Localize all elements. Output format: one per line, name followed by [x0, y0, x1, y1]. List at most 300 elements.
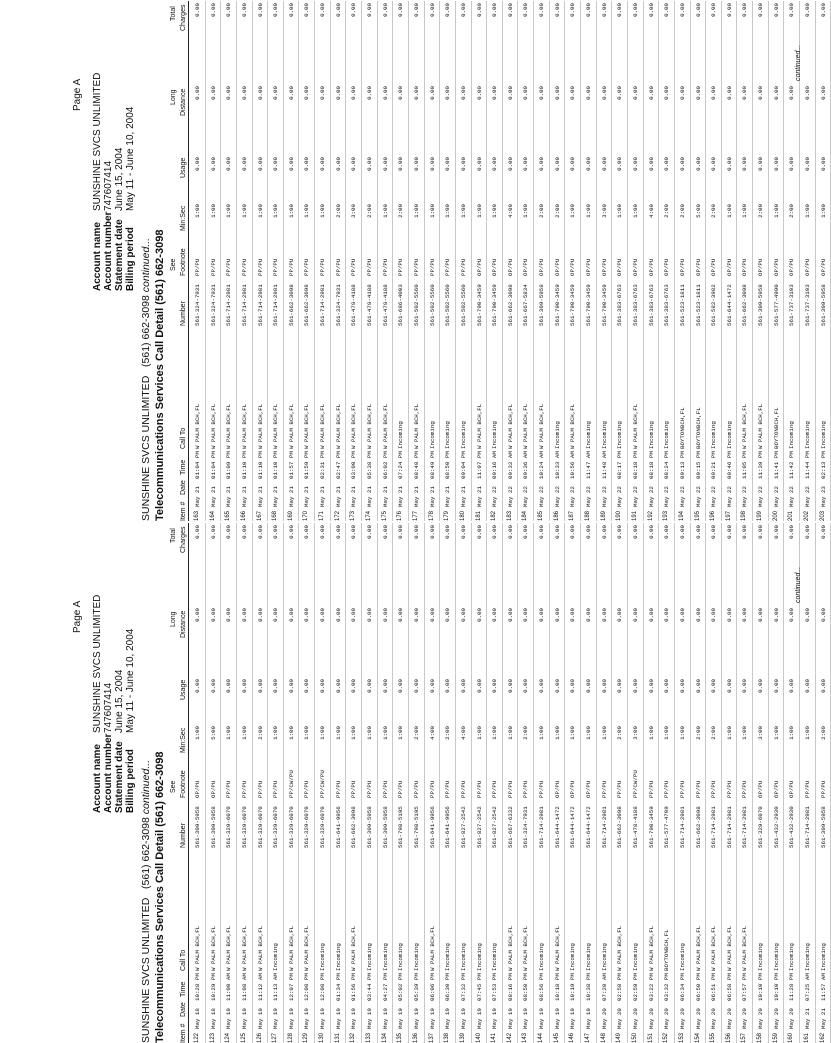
cell-total: 0.00	[428, 3, 436, 17]
cell-total: 0.00	[553, 525, 561, 539]
cell-min-sec: 1:00	[772, 204, 780, 218]
cell-call-to: Incoming	[366, 943, 374, 971]
header-min-sec: Min:Sec	[180, 205, 187, 231]
cell-long-distance: 0.00	[803, 86, 811, 100]
cell-time: 01:56 PM	[350, 973, 358, 1001]
cell-number: 561-790-3459	[553, 284, 561, 326]
cell-number: 561-714-2981	[741, 806, 749, 848]
cell-footnote: PP/PU	[491, 780, 499, 798]
cell-long-distance: 0.00	[381, 608, 389, 622]
cell-footnote: PP/PU	[616, 780, 624, 798]
table-row	[581, 523, 597, 1043]
cell-usage: 0.00	[319, 679, 327, 693]
cell-call-to: Incoming	[819, 421, 827, 449]
cell-date: May 21	[350, 486, 358, 507]
cell-call-to: W PALM BCH,FL	[757, 403, 765, 449]
cell-footnote: PP/PU	[538, 780, 546, 798]
cell-call-to: Incoming	[569, 943, 577, 971]
cell-footnote: PP/PU	[663, 780, 671, 798]
cell-footnote: PP/PU	[725, 780, 733, 798]
cell-item: 136	[412, 1032, 419, 1043]
cell-date: May 19	[428, 1008, 436, 1029]
header-usage: Usage	[180, 679, 187, 700]
cell-call-to: Incoming	[319, 943, 327, 971]
cell-min-sec: 1:00	[569, 726, 577, 740]
cell-time: 03:22 PM	[647, 973, 655, 1001]
cell-total: 0.00	[647, 525, 655, 539]
cell-footnote: PP/PU	[319, 258, 327, 276]
cell-item: 158	[757, 1032, 764, 1043]
call-rows	[190, 1, 831, 521]
cell-min-sec: 3:00	[757, 726, 765, 740]
cell-number: 561-827-2542	[459, 806, 467, 848]
cell-long-distance: 0.00	[585, 86, 593, 100]
cell-footnote: PP/PU	[240, 780, 248, 798]
cell-usage: 0.00	[647, 679, 655, 693]
cell-usage: 0.00	[303, 157, 311, 171]
cell-footnote: OP/PU	[819, 258, 827, 276]
cell-date: May 22	[741, 486, 749, 507]
cell-total: 0.00	[444, 3, 452, 17]
cell-min-sec: 2:00	[553, 204, 561, 218]
table-row	[534, 523, 550, 1043]
table-row	[503, 1, 519, 521]
cell-item: 125	[240, 1032, 247, 1043]
cell-long-distance: 0.00	[225, 608, 233, 622]
cell-call-to: Incoming	[772, 943, 780, 971]
company-heading	[140, 760, 152, 1043]
cell-min-sec: 4:00	[647, 204, 655, 218]
cell-number: 561-329-6070	[256, 806, 264, 848]
table-row	[409, 523, 425, 1043]
cell-min-sec: 1:00	[585, 204, 593, 218]
cell-number: 561-383-6763	[616, 284, 624, 326]
cell-number: 561-798-5195	[412, 806, 420, 848]
cell-number: 561-714-2981	[803, 806, 811, 848]
cell-usage: 0.00	[757, 679, 765, 693]
cell-total: 0.00	[710, 3, 718, 17]
cell-usage: 0.00	[381, 157, 389, 171]
cell-total: 0.00	[569, 3, 577, 17]
cell-call-to: Incoming	[788, 943, 796, 971]
cell-long-distance: 0.00	[757, 608, 765, 622]
cell-total: 0.00	[772, 3, 780, 17]
cell-long-distance: 0.00	[491, 86, 499, 100]
cell-usage: 0.00	[569, 157, 577, 171]
cell-total: 0.00	[788, 3, 796, 17]
cell-date: May 22	[663, 486, 671, 507]
table-row	[378, 523, 394, 1043]
cell-item: 127	[272, 1032, 279, 1043]
header-call-to: Call To	[180, 427, 187, 449]
cell-time: 03:32 PM	[663, 973, 671, 1001]
billing-period-value: May 11 - June 10, 2004	[125, 106, 136, 211]
cell-call-to: Incoming	[444, 943, 452, 971]
cell-number: 561-383-6763	[647, 284, 655, 326]
cell-usage: 0.00	[772, 679, 780, 693]
cell-time: 09:16 AM	[491, 451, 499, 479]
cell-total: 0.00	[287, 3, 295, 17]
cell-number: 561-329-6070	[272, 806, 280, 848]
cell-item: 129	[303, 1032, 310, 1043]
table-row	[816, 523, 831, 1043]
cell-date: May 19	[303, 1008, 311, 1029]
cell-time: 10:24 AM	[538, 451, 546, 479]
cell-total: 0.00	[522, 3, 530, 17]
cell-long-distance: 0.00	[600, 608, 608, 622]
cell-call-to: W PALM BCH,FL	[350, 403, 358, 449]
cell-call-to: W PALM BCH,FL	[428, 925, 436, 971]
cell-usage: 0.00	[538, 679, 546, 693]
cell-long-distance: 0.00	[256, 608, 264, 622]
cell-min-sec: 1:00	[303, 204, 311, 218]
statement-page-left	[0, 522, 827, 1043]
cell-item: 132	[350, 1032, 357, 1043]
cell-date: May 20	[647, 1008, 655, 1029]
cell-item: 172	[334, 510, 341, 521]
cell-footnote: OP/PU	[631, 258, 639, 276]
cell-date: May 19	[538, 1008, 546, 1029]
cell-item: 202	[803, 510, 810, 521]
cell-long-distance: 0.00	[741, 608, 749, 622]
cell-footnote: OP/PU	[772, 780, 780, 798]
cell-item: 140	[475, 1032, 482, 1043]
cell-usage: 0.00	[694, 679, 702, 693]
cell-usage: 0.00	[741, 157, 749, 171]
cell-long-distance: 0.00	[647, 86, 655, 100]
cell-total: 0.00	[616, 525, 624, 539]
cell-date: May 22	[788, 486, 796, 507]
cell-min-sec: 2:00	[412, 726, 420, 740]
cell-long-distance: 0.00	[725, 608, 733, 622]
cell-total: 0.00	[710, 525, 718, 539]
table-row	[237, 523, 253, 1043]
cell-number: 561-641-9956	[444, 806, 452, 848]
header-number: Number	[180, 301, 187, 326]
cell-usage: 0.00	[506, 157, 514, 171]
cell-call-to: W PALM BCH,FL	[506, 403, 514, 449]
cell-number: 561-329-6070	[225, 806, 233, 848]
cell-total: 0.00	[240, 3, 248, 17]
cell-footnote: OP/PU	[194, 780, 201, 798]
cell-min-sec: 2:00	[710, 726, 718, 740]
cell-number: 561-714-2981	[678, 806, 686, 848]
cell-total: 0.00	[538, 3, 546, 17]
cell-total: 0.00	[194, 525, 201, 539]
cell-footnote: OP/PU	[616, 258, 624, 276]
cell-footnote: PP/PU	[428, 780, 436, 798]
cell-total: 0.00	[350, 525, 358, 539]
cell-date: May 22	[772, 486, 780, 507]
cell-usage: 0.00	[475, 157, 483, 171]
cell-date: May 19	[334, 1008, 342, 1029]
cell-usage: 0.00	[631, 679, 639, 693]
cell-footnote: OP/PU	[585, 780, 593, 798]
header-number: Number	[180, 823, 187, 848]
cell-call-to: Incoming	[788, 421, 796, 449]
cell-call-to: BOYTONBCH,FL	[694, 407, 702, 449]
cell-min-sec: 2:00	[522, 726, 530, 740]
cell-long-distance: 0.00	[819, 86, 827, 100]
cell-long-distance: 0.00	[350, 86, 358, 100]
cell-long-distance: 0.00	[538, 608, 546, 622]
cell-total: 0.00	[803, 525, 811, 539]
cell-item: 197	[725, 510, 732, 521]
cell-footnote: PP/CW/PU	[631, 770, 639, 798]
cell-date: May 20	[631, 1008, 639, 1029]
cell-date: May 22	[600, 486, 608, 507]
cell-time: 12:08 PM	[319, 973, 327, 1001]
table-row	[518, 523, 534, 1043]
cell-date: May 20	[757, 1008, 765, 1029]
cell-number: 561-329-6070	[757, 806, 765, 848]
cell-date: May 22	[491, 486, 499, 507]
table-row	[565, 1, 581, 521]
cell-long-distance: 0.00	[240, 608, 248, 622]
cell-date: May 22	[553, 486, 561, 507]
cell-date: May 18	[194, 1008, 201, 1029]
cell-min-sec: 1:00	[475, 204, 483, 218]
cell-long-distance: 0.00	[585, 608, 593, 622]
cell-long-distance: 0.00	[710, 608, 718, 622]
table-row	[675, 1, 691, 521]
table-row	[393, 1, 409, 521]
cell-total: 0.00	[631, 525, 639, 539]
cell-date: May 20	[772, 1008, 780, 1029]
cell-long-distance: 0.00	[663, 86, 671, 100]
cell-number: 561-309-5958	[366, 806, 374, 848]
header-call-to: Call To	[180, 949, 187, 971]
cell-time: 08:48 PM	[412, 451, 420, 479]
cell-item: 153	[678, 1032, 685, 1043]
cell-usage: 0.00	[412, 679, 420, 693]
cell-total: 0.00	[240, 525, 248, 539]
cell-time: 11:42 PM	[788, 451, 796, 479]
cell-item: 173	[350, 510, 357, 521]
table-row	[737, 523, 753, 1043]
cell-total: 0.00	[585, 525, 593, 539]
cell-usage: 0.00	[194, 157, 201, 171]
cell-date: May 19	[491, 1008, 499, 1029]
cell-time: 10:33 AM	[553, 451, 561, 479]
cell-usage: 0.00	[491, 157, 499, 171]
cell-date: May 22	[694, 486, 702, 507]
cell-call-to: Incoming	[600, 943, 608, 971]
cell-item: 176	[397, 510, 404, 521]
cell-time: 06:06 PM	[428, 973, 436, 1001]
cell-long-distance: 0.00	[444, 608, 452, 622]
cell-date: May 19	[553, 1008, 561, 1029]
cell-min-sec: 1:00	[240, 204, 248, 218]
cell-item: 137	[428, 1032, 435, 1043]
cell-time: 08:18 PM	[631, 451, 639, 479]
cell-time: 08:16 PM	[506, 973, 514, 1001]
header-item: Item #	[180, 1023, 187, 1043]
account-name-label: Account name	[92, 222, 103, 291]
cell-number: 561-662-3098	[303, 284, 311, 326]
cell-number: 561-309-5958	[381, 806, 389, 848]
cell-usage: 0.00	[772, 157, 780, 171]
cell-date: May 21	[444, 486, 452, 507]
cell-item: 156	[725, 1032, 732, 1043]
cell-footnote: PP/PU	[694, 780, 702, 798]
cell-total: 0.00	[585, 3, 593, 17]
company-name: SUNSHINE SVCS UNLIMITED	[140, 897, 152, 1043]
cell-footnote: OP/PU	[772, 258, 780, 276]
cell-call-to: Incoming	[585, 943, 593, 971]
cell-date: May 21	[194, 486, 201, 507]
cell-item: 155	[710, 1032, 717, 1043]
cell-footnote: OP/PU	[647, 258, 655, 276]
cell-call-to: Incoming	[428, 421, 436, 449]
cell-min-sec: 1:00	[225, 204, 233, 218]
cell-min-sec: 1:00	[803, 726, 811, 740]
cell-min-sec: 2:00	[757, 204, 765, 218]
cell-total: 0.00	[616, 3, 624, 17]
cell-number: 561-309-5958	[819, 284, 827, 326]
table-row	[456, 523, 472, 1043]
cell-footnote: PP/PU	[803, 780, 811, 798]
cell-time: 08:49 PM	[428, 451, 436, 479]
cell-usage: 0.00	[803, 157, 811, 171]
cell-long-distance: 0.00	[412, 608, 420, 622]
cell-item: 167	[256, 510, 263, 521]
cell-time: 01:57 PM	[287, 451, 295, 479]
cell-number: 561-714-2981	[225, 284, 233, 326]
cell-long-distance: 0.00	[381, 86, 389, 100]
cell-total: 0.00	[381, 525, 389, 539]
cell-time: 06:50 PM	[694, 973, 702, 1001]
cell-min-sec: 1:00	[272, 726, 280, 740]
cell-min-sec: 1:00	[319, 726, 327, 740]
cell-number: 561-502-5560	[412, 284, 420, 326]
cell-item: 126	[256, 1032, 263, 1043]
cell-time: 11:57 AM	[819, 973, 827, 1001]
cell-usage: 0.00	[350, 679, 358, 693]
cell-footnote: OP/PU	[553, 780, 561, 798]
cell-time: 07:57 PM	[741, 973, 749, 1001]
cell-usage: 0.00	[256, 157, 264, 171]
cell-item: 163	[194, 510, 200, 521]
cell-date: May 21	[819, 1008, 827, 1029]
cell-item: 182	[491, 510, 498, 521]
cell-number: 561-329-6070	[303, 806, 311, 848]
table-row	[206, 1, 222, 521]
cell-call-to: BOYTONBCH,FL	[772, 407, 780, 449]
cell-min-sec: 4:00	[428, 726, 436, 740]
cell-total: 0.00	[334, 525, 342, 539]
cell-min-sec: 1:00	[428, 204, 436, 218]
cell-time: 11:28 PM	[788, 973, 796, 1001]
cell-usage: 0.00	[725, 157, 733, 171]
cell-long-distance: 0.00	[694, 608, 702, 622]
cell-time: 02:31 PM	[319, 451, 327, 479]
cell-long-distance: 0.00	[819, 608, 827, 622]
table-row	[362, 523, 378, 1043]
cell-footnote: OP/PU	[569, 258, 577, 276]
cell-min-sec: 1:00	[287, 726, 295, 740]
cell-number: 561-324-7931	[522, 806, 530, 848]
cell-call-to: W PALM BCH,FL	[334, 403, 342, 449]
cell-footnote: PP/PU	[741, 780, 749, 798]
cell-call-to: W PALM BCH,FL	[256, 925, 264, 971]
cell-call-to: Incoming	[647, 421, 655, 449]
cell-long-distance: 0.00	[397, 608, 405, 622]
table-row	[597, 523, 613, 1043]
cell-time: 11:41 PM	[772, 451, 780, 479]
cell-long-distance: 0.00	[459, 86, 467, 100]
cell-item: 162	[819, 1032, 826, 1043]
cell-long-distance: 0.00	[710, 86, 718, 100]
cell-date: May 22	[803, 486, 811, 507]
cell-usage: 0.00	[240, 679, 248, 693]
cell-number: 561-502-5560	[428, 284, 436, 326]
cell-number: 561-662-3098	[741, 284, 749, 326]
cell-date: May 21	[366, 486, 374, 507]
cell-min-sec: 1:00	[381, 204, 389, 218]
cell-call-to: W PALM BCH,FL	[225, 925, 233, 971]
cell-usage: 0.00	[616, 157, 624, 171]
cell-footnote: OP/PU	[788, 258, 796, 276]
cell-number: 561-737-3103	[788, 284, 796, 326]
cell-item: 147	[585, 1032, 592, 1043]
cell-time: 10:38 PM	[585, 973, 593, 1001]
cell-number: 561-309-5958	[819, 806, 827, 848]
cell-time: 08:18 PM	[647, 451, 655, 479]
cell-min-sec: 1:00	[225, 726, 233, 740]
cell-number: 561-662-3098	[287, 284, 295, 326]
account-info	[92, 73, 136, 291]
cell-min-sec: 1:00	[647, 726, 655, 740]
cell-long-distance: 0.00	[616, 86, 624, 100]
cell-time: 01:04 PM	[194, 451, 201, 479]
cell-number: 561-644-1472	[553, 806, 561, 848]
cell-long-distance: 0.00	[428, 86, 436, 100]
cell-date: May 20	[710, 1008, 718, 1029]
cell-time: 09:36 AM	[522, 451, 530, 479]
cell-date: May 19	[397, 1008, 405, 1029]
cell-item: 169	[287, 510, 294, 521]
cell-item: 175	[381, 510, 388, 521]
cell-min-sec: 1:00	[256, 204, 264, 218]
cell-total: 0.00	[272, 3, 280, 17]
cell-min-sec: 5:00	[209, 726, 217, 740]
cell-total: 0.00	[631, 3, 639, 17]
cell-item: 135	[397, 1032, 404, 1043]
cell-total: 0.00	[772, 525, 780, 539]
cell-item: 143	[522, 1032, 529, 1043]
cell-usage: 0.00	[334, 679, 342, 693]
cell-total: 0.00	[444, 525, 452, 539]
cell-item: 196	[710, 510, 717, 521]
cell-call-to: Incoming	[475, 943, 483, 971]
statement-date-value: June 15, 2004	[114, 669, 125, 733]
header-time: Time	[180, 459, 187, 475]
cell-min-sec: 1:00	[585, 726, 593, 740]
cell-min-sec: 1:00	[616, 204, 624, 218]
cell-number: 561-432-2930	[788, 806, 796, 848]
cell-call-to: W PALM BCH,FL	[287, 925, 295, 971]
cell-number: 561-309-5958	[209, 806, 217, 848]
cell-time: 10:10 PM	[757, 973, 765, 1001]
cell-total: 0.00	[303, 525, 311, 539]
cell-total: 0.00	[194, 3, 201, 17]
cell-usage: 0.00	[397, 679, 405, 693]
cell-total: 0.00	[225, 525, 233, 539]
cell-min-sec: 2:00	[366, 204, 374, 218]
table-row	[206, 523, 222, 1043]
table-row	[550, 1, 566, 521]
